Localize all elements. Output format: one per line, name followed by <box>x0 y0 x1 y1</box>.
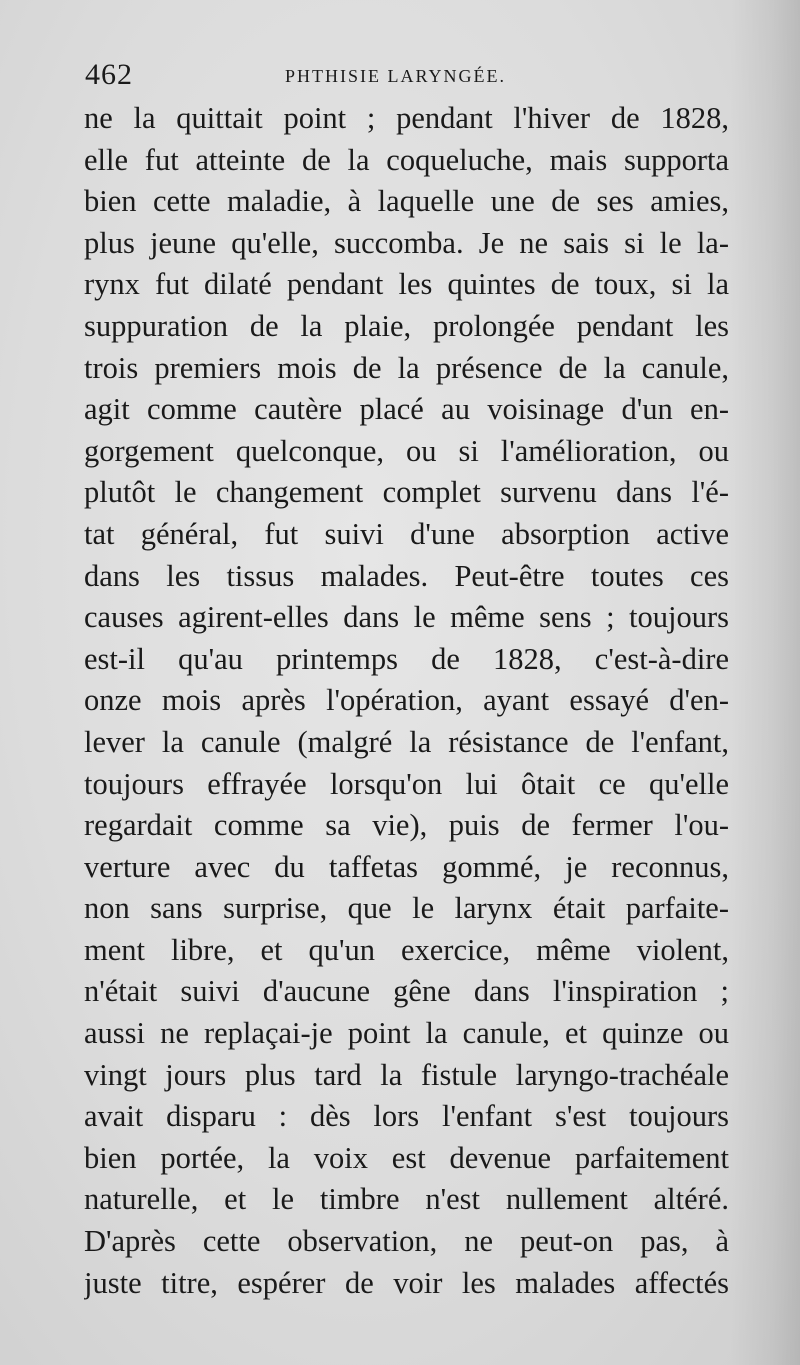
text-line: non sans surprise, que le larynx était parfaite- <box>84 891 729 926</box>
text-line: agit comme cautère placé au voisinage d'un en- <box>84 392 729 427</box>
text-line: rynx fut dilaté pendant les quintes de toux, si la <box>84 267 729 302</box>
body-text <box>84 98 729 1304</box>
text-line: est-il qu'au printemps de 1828, c'est-à-dire <box>84 641 729 676</box>
text-line: naturelle, et le timbre n'est nullement altéré. <box>84 1182 729 1217</box>
text-line: n'était suivi d'aucune gêne dans l'inspiration ; <box>84 974 729 1009</box>
text-line: dans les tissus malades. Peut-être toutes ces <box>84 558 729 593</box>
text-line: ne la quittait point ; pendant l'hiver de 1828, <box>84 101 729 135</box>
text-line: vingt jours plus tard la fistule laryngo-trachéale <box>84 1057 729 1092</box>
page-header <box>85 55 725 95</box>
text-line: bien cette maladie, à laquelle une de ses amies, <box>84 184 729 219</box>
text-line: suppuration de la plaie, prolongée pendant les <box>84 308 729 343</box>
text-line: regardait comme sa vie), puis de fermer l'ou- <box>84 808 729 843</box>
text-line: ment libre, et qu'un exercice, même violent, <box>84 932 729 967</box>
text-line: elle fut atteinte de la coqueluche, mais supporta <box>84 142 729 177</box>
text-line: causes agirent-elles dans le même sens ; toujours <box>84 600 729 635</box>
text-line: verture avec du taffetas gommé, je reconnus, <box>84 849 729 884</box>
text-line: plutôt le changement complet survenu dans l'é- <box>84 475 729 510</box>
text-line: toujours effrayée lorsqu'on lui ôtait ce qu'elle <box>84 766 729 801</box>
page-edge-shadow <box>730 0 800 1365</box>
text-line: trois premiers mois de la présence de la canule, <box>84 350 729 385</box>
page-number: 462 <box>85 58 133 91</box>
text-line: D'après cette observation, ne peut-on pas, à <box>84 1224 729 1259</box>
text-line: tat général, fut suivi d'une absorption active <box>84 516 729 551</box>
text-line: gorgement quelconque, ou si l'amélioration, ou <box>84 433 729 468</box>
text-line: juste titre, espérer de voir les malades affectés <box>84 1265 729 1300</box>
text-line: bien portée, la voix est devenue parfaitement <box>84 1140 729 1175</box>
running-title: PHTHISIE LARYNGÉE. <box>285 66 506 86</box>
text-line: lever la canule (malgré la résistance de l'enfant, <box>84 724 729 759</box>
text-line: onze mois après l'opération, ayant essayé d'en- <box>84 683 729 718</box>
text-line: aussi ne replaçai-je point la canule, et quinze ou <box>84 1016 729 1051</box>
text-line: plus jeune qu'elle, succomba. Je ne sais si le la- <box>84 225 729 260</box>
text-line: avait disparu : dès lors l'enfant s'est toujours <box>84 1099 729 1134</box>
